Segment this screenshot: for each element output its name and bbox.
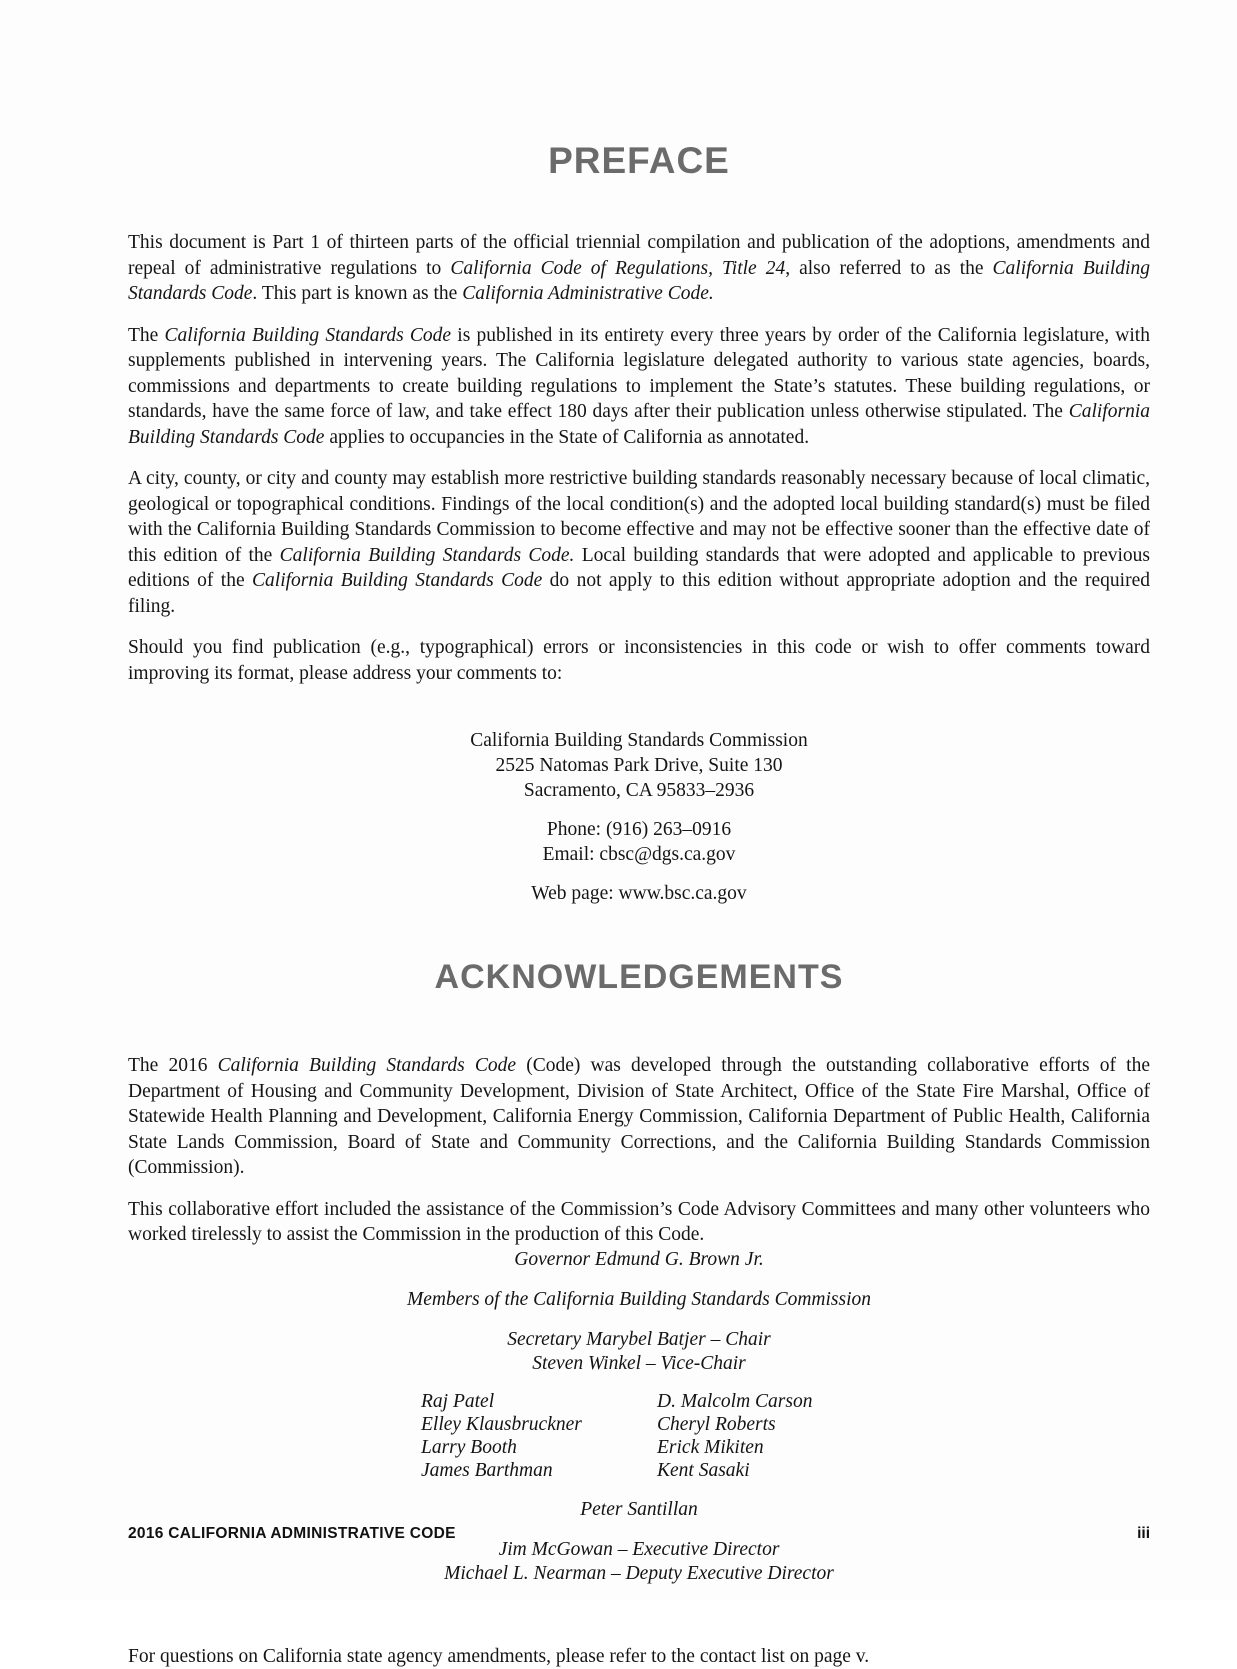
contact-address-block — [128, 728, 1150, 906]
contact-phone: Phone: (916) 263–0916 — [546, 819, 732, 840]
italic-title-run: California Building Standards Code — [217, 1055, 517, 1076]
closing-note: For questions on California state agency amendments, please refer to the contact list on page v. — [128, 1645, 870, 1667]
roster-member-name: Elley Klausbruckner — [421, 1413, 582, 1435]
roster-member-name: D. Malcolm Carson — [657, 1390, 813, 1412]
text-run: is published in its entirety every three years by order of the California legislature, with supplements published in intervening years. The California legislature delegated authority to various state agencies, boards, commissions and departments to create building regulations to implement the State’s statutes. These building regulations, or standards, have the same force of law, and take effect 180 days after their publication unless otherwise stipulated. The — [128, 324, 1150, 422]
text-run: do not apply to this edition without appropriate adoption and the required filing. — [128, 570, 1150, 617]
page-content — [128, 0, 1150, 1669]
italic-title-run: California Building Standards Code — [164, 324, 452, 346]
roster-chair: Secretary Marybel Batjer – Chair — [507, 1328, 771, 1350]
contact-city-state-zip: Sacramento, CA 95833–2936 — [523, 780, 755, 801]
text-run: (Code) was developed through the outstanding collaborative efforts of the Department of Housing and Community Development, Division of State Architect, Office of the State Fire Marshal, Office of Statewide Health Planning and Development, California Energy Commission, California Department of Public Health, California State Lands Commission, Board of State and Community Corrections, and the California Building Standards Commission (Commission). — [128, 1055, 1151, 1178]
contact-web-page: Web page: www.bsc.ca.gov — [531, 883, 747, 904]
roster-members-body — [421, 1390, 857, 1482]
preface-paragraph-3 — [128, 466, 1150, 619]
acknowledgements-paragraph-2 — [128, 1197, 1150, 1248]
preface-paragraph-2 — [128, 323, 1150, 451]
preface-paragraph-4 — [128, 635, 1150, 686]
italic-title-run: California Building Standards Code — [252, 570, 543, 591]
contact-organization: California Building Standards Commission — [470, 730, 808, 751]
contact-street: 2525 Natomas Park Drive, Suite 130 — [495, 755, 783, 776]
text-run: , also referred to as the — [785, 257, 993, 279]
roster-executive-director: Jim McGowan – Executive Director — [498, 1538, 780, 1560]
roster-vice-chair: Steven Winkel – Vice-Chair — [532, 1352, 746, 1374]
text-run: applies to occupancies in the State of California as annotated. — [324, 426, 810, 448]
table-row — [421, 1459, 857, 1482]
table-row — [421, 1413, 857, 1436]
contact-phone-email-group — [128, 817, 1150, 867]
footer-page-number: iii — [1137, 1525, 1150, 1542]
page-footer — [128, 1525, 1150, 1543]
text-run: . This part is known as the — [252, 283, 463, 304]
text-run: A city, county, or city and county may establish more restrictive building standards reasonably necessary because of local climatic, geological or topographical conditions. Findings of the local condition(s) and the adopted local building standard(s) must be filed with the California Building Standards Commission to become effective and may not be effective sooner than the effective date of this edition of the — [128, 468, 1150, 566]
text-run: The 2016 — [128, 1055, 218, 1076]
roster-member-name: Kent Sasaki — [657, 1459, 750, 1481]
roster-members-title: Members of the California Building Standards Commission — [406, 1288, 872, 1310]
text-run: This collaborative effort included the assistance of the Commission’s Code Advisory Committees and many other volunteers who worked tirelessly to assist the Commission in the production of this Code. — [128, 1198, 1150, 1245]
italic-title-run: California Building Standards Code. — [279, 544, 575, 566]
contact-postal-group — [128, 728, 1150, 803]
roster-deputy-executive-director: Michael L. Nearman – Deputy Executive Director — [444, 1562, 834, 1584]
footer-document-title: 2016 CALIFORNIA ADMINISTRATIVE CODE — [128, 1525, 456, 1542]
italic-title-run: California Code of Regulations, Title 24 — [450, 257, 786, 279]
italic-title-run: California Administrative Code. — [462, 283, 714, 304]
roster-member-name: Erick Mikiten — [657, 1436, 764, 1458]
contact-web-group — [128, 881, 1150, 906]
acknowledgements-paragraph-1 — [128, 1053, 1150, 1181]
roster-member-name: Larry Booth — [421, 1436, 517, 1458]
table-row — [421, 1436, 857, 1459]
preface-paragraph-1 — [128, 230, 1150, 307]
preface-heading: PREFACE — [548, 140, 730, 181]
text-run: This document is Part 1 of thirteen parts of the official triennial compilation and publication of the adoptions, amendments and repeal of administrative regulations to — [128, 232, 1150, 279]
roster-member-name: Raj Patel — [421, 1390, 495, 1412]
table-row — [421, 1390, 857, 1413]
roster-member-name: James Barthman — [421, 1459, 553, 1481]
text-run: Local building standards that were adopted and applicable to previous editions of the — [128, 544, 1150, 591]
acknowledgements-heading: ACKNOWLEDGEMENTS — [434, 958, 844, 996]
contact-email: Email: cbsc@dgs.ca.gov — [542, 844, 736, 865]
roster-members-table — [421, 1390, 857, 1482]
acknowledgements-body — [128, 1053, 1150, 1248]
text-run: Should you find publication (e.g., typographical) errors or inconsistencies in this code or wish to offer comments toward improving its format, please address your comments to: — [128, 637, 1150, 684]
italic-title-run: California Building Standards Code — [128, 401, 1150, 448]
roster-governor: Governor Edmund G. Brown Jr. — [514, 1248, 764, 1270]
roster-member-name: Cheryl Roberts — [657, 1413, 776, 1435]
text-run: The — [128, 324, 165, 346]
roster-member-single: Peter Santillan — [580, 1498, 698, 1520]
italic-title-run: California Building Standards Code — [128, 257, 1150, 304]
